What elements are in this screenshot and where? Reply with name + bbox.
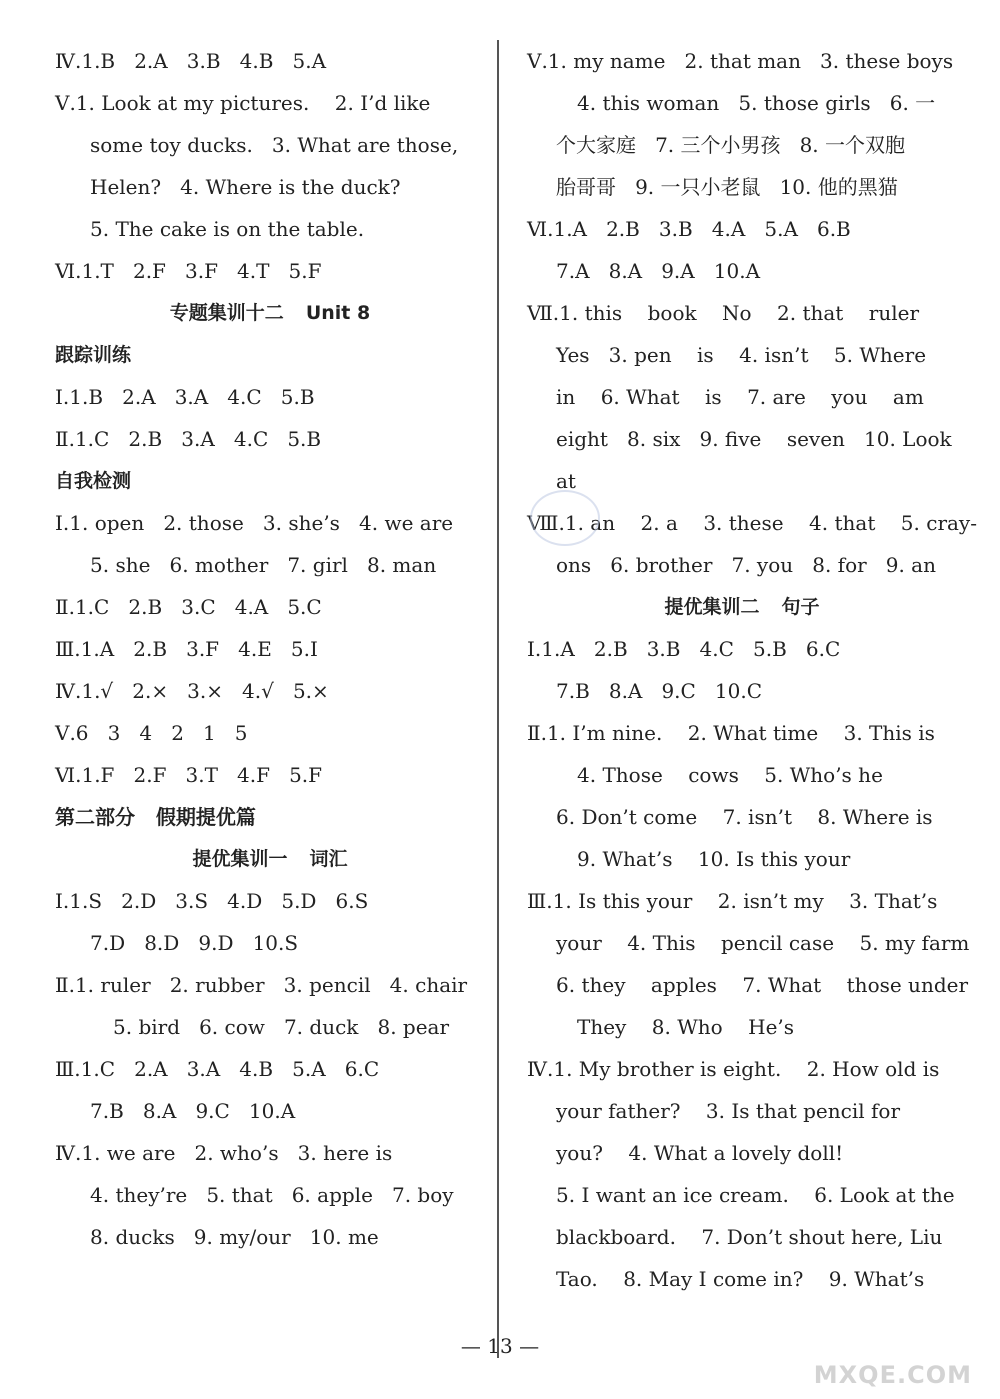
part-heading: 第二部分 假期提优篇	[55, 805, 256, 829]
answer-line-continued: 5. I want an ice cream. 6. Look at the	[556, 1183, 955, 1207]
answer-line: Ⅱ.1.C 2.B 3.A 4.C 5.B	[55, 427, 322, 451]
answer-line: Ⅴ.1. my name 2. that man 3. these boys	[527, 49, 954, 73]
answer-line: Ⅰ.1.B 2.A 3.A 4.C 5.B	[55, 385, 315, 409]
column-divider	[497, 40, 499, 1358]
answer-line: Ⅰ.1. open 2. those 3. she’s 4. we are	[55, 511, 454, 535]
answer-line: Ⅲ.1. Is this your 2. isn’t my 3. That’s	[527, 889, 938, 913]
answer-line-continued: 9. What’s 10. Is this your	[577, 847, 851, 871]
section-title	[527, 586, 957, 628]
answer-line: Ⅳ.1.√ 2.× 3.× 4.√ 5.×	[55, 679, 329, 703]
faded-stamp	[530, 490, 600, 546]
answer-line-continued: blackboard. 7. Don’t shout here, Liu	[556, 1225, 943, 1249]
answer-line-continued: Helen? 4. Where is the duck?	[90, 175, 401, 199]
answer-line: Ⅰ.1.S 2.D 3.S 4.D 5.D 6.S	[55, 889, 369, 913]
right-column	[527, 40, 977, 1300]
section-title-main: 专题集训十二	[169, 302, 284, 324]
answer-line-continued: ons 6. brother 7. you 8. for 9. an	[556, 553, 936, 577]
section-title	[55, 292, 485, 334]
section-title-main: 提优集训二	[664, 596, 760, 618]
answer-line-continued: 5. she 6. mother 7. girl 8. man	[90, 553, 437, 577]
answer-line: Ⅵ.1.T 2.F 3.F 4.T 5.F	[55, 259, 322, 283]
subsection-heading: 跟踪训练	[55, 344, 132, 366]
section-title	[55, 838, 485, 880]
answer-line: Ⅰ.1.A 2.B 3.B 4.C 5.B 6.C	[527, 637, 841, 661]
answer-line-continued: 4. this woman 5. those girls 6. 一	[577, 91, 936, 115]
section-title-topic: 词汇	[309, 848, 348, 870]
answer-line-continued: eight 8. six 9. five seven 10. Look	[556, 427, 952, 451]
answer-line-continued: your 4. This pencil case 5. my farm	[556, 931, 970, 955]
answer-line-continued: your father? 3. Is that pencil for	[556, 1099, 901, 1123]
answer-line-continued: 7.A 8.A 9.A 10.A	[556, 259, 761, 283]
answer-line-continued: 7.B 8.A 9.C 10.A	[90, 1099, 296, 1123]
answer-line-continued: 6. Don’t come 7. isn’t 8. Where is	[556, 805, 933, 829]
answer-line-continued: Tao. 8. May I come in? 9. What’s	[556, 1267, 925, 1291]
answer-line-continued: you? 4. What a lovely doll!	[556, 1141, 844, 1165]
answer-line: Ⅶ.1. this book No 2. that ruler	[527, 301, 920, 325]
answer-line: Ⅱ.1.C 2.B 3.C 4.A 5.C	[55, 595, 322, 619]
answer-line: Ⅳ.1. we are 2. who’s 3. here is	[55, 1141, 393, 1165]
page-number: — 13 —	[460, 1334, 540, 1358]
answer-line-continued: 5. The cake is on the table.	[90, 217, 365, 241]
answer-line-continued: in 6. What is 7. are you am	[556, 385, 924, 409]
answer-line: Ⅷ.1. an 2. a 3. these 4. that 5. cray-	[527, 511, 977, 535]
answer-line-continued: Yes 3. pen is 4. isn’t 5. Where	[556, 343, 927, 367]
answer-line: Ⅲ.1.C 2.A 3.A 4.B 5.A 6.C	[55, 1057, 380, 1081]
left-column	[55, 40, 485, 1258]
answer-line: Ⅴ.6 3 4 2 1 5	[55, 721, 248, 745]
answer-line-continued: 个大家庭 7. 三个小男孩 8. 一个双胞	[556, 133, 906, 157]
answer-line-continued: 4. they’re 5. that 6. apple 7. boy	[90, 1183, 454, 1207]
answer-line-continued: 6. they apples 7. What those under	[556, 973, 969, 997]
answer-line-continued: at	[556, 469, 576, 493]
answer-line: Ⅵ.1.F 2.F 3.T 4.F 5.F	[55, 763, 323, 787]
answer-line: Ⅳ.1.B 2.A 3.B 4.B 5.A	[55, 49, 327, 73]
answer-line-continued: 8. ducks 9. my/our 10. me	[90, 1225, 379, 1249]
answer-line-continued: 7.B 8.A 9.C 10.C	[556, 679, 763, 703]
watermark: MXQE.COM	[813, 1361, 972, 1389]
section-title-topic: 句子	[781, 596, 820, 618]
section-title-topic: Unit 8	[305, 302, 371, 324]
answer-line: Ⅱ.1. I’m nine. 2. What time 3. This is	[527, 721, 935, 745]
answer-line-continued: They 8. Who He’s	[577, 1015, 795, 1039]
answer-line-continued: 胎哥哥 9. 一只小老鼠 10. 他的黑猫	[556, 175, 898, 199]
answer-line: Ⅳ.1. My brother is eight. 2. How old is	[527, 1057, 940, 1081]
answer-line: Ⅵ.1.A 2.B 3.B 4.A 5.A 6.B	[527, 217, 851, 241]
answer-line-continued: some toy ducks. 3. What are those,	[90, 133, 459, 157]
section-title-main: 提优集训一	[192, 848, 288, 870]
answer-line: Ⅴ.1. Look at my pictures. 2. I’d like	[55, 91, 431, 115]
answer-line: Ⅲ.1.A 2.B 3.F 4.E 5.I	[55, 637, 318, 661]
answer-line: Ⅱ.1. ruler 2. rubber 3. pencil 4. chair	[55, 973, 468, 997]
answer-line-continued: 5. bird 6. cow 7. duck 8. pear	[113, 1015, 450, 1039]
answer-line-continued: 4. Those cows 5. Who’s he	[577, 763, 883, 787]
subsection-heading: 自我检测	[55, 470, 132, 492]
answer-line-continued: 7.D 8.D 9.D 10.S	[90, 931, 299, 955]
